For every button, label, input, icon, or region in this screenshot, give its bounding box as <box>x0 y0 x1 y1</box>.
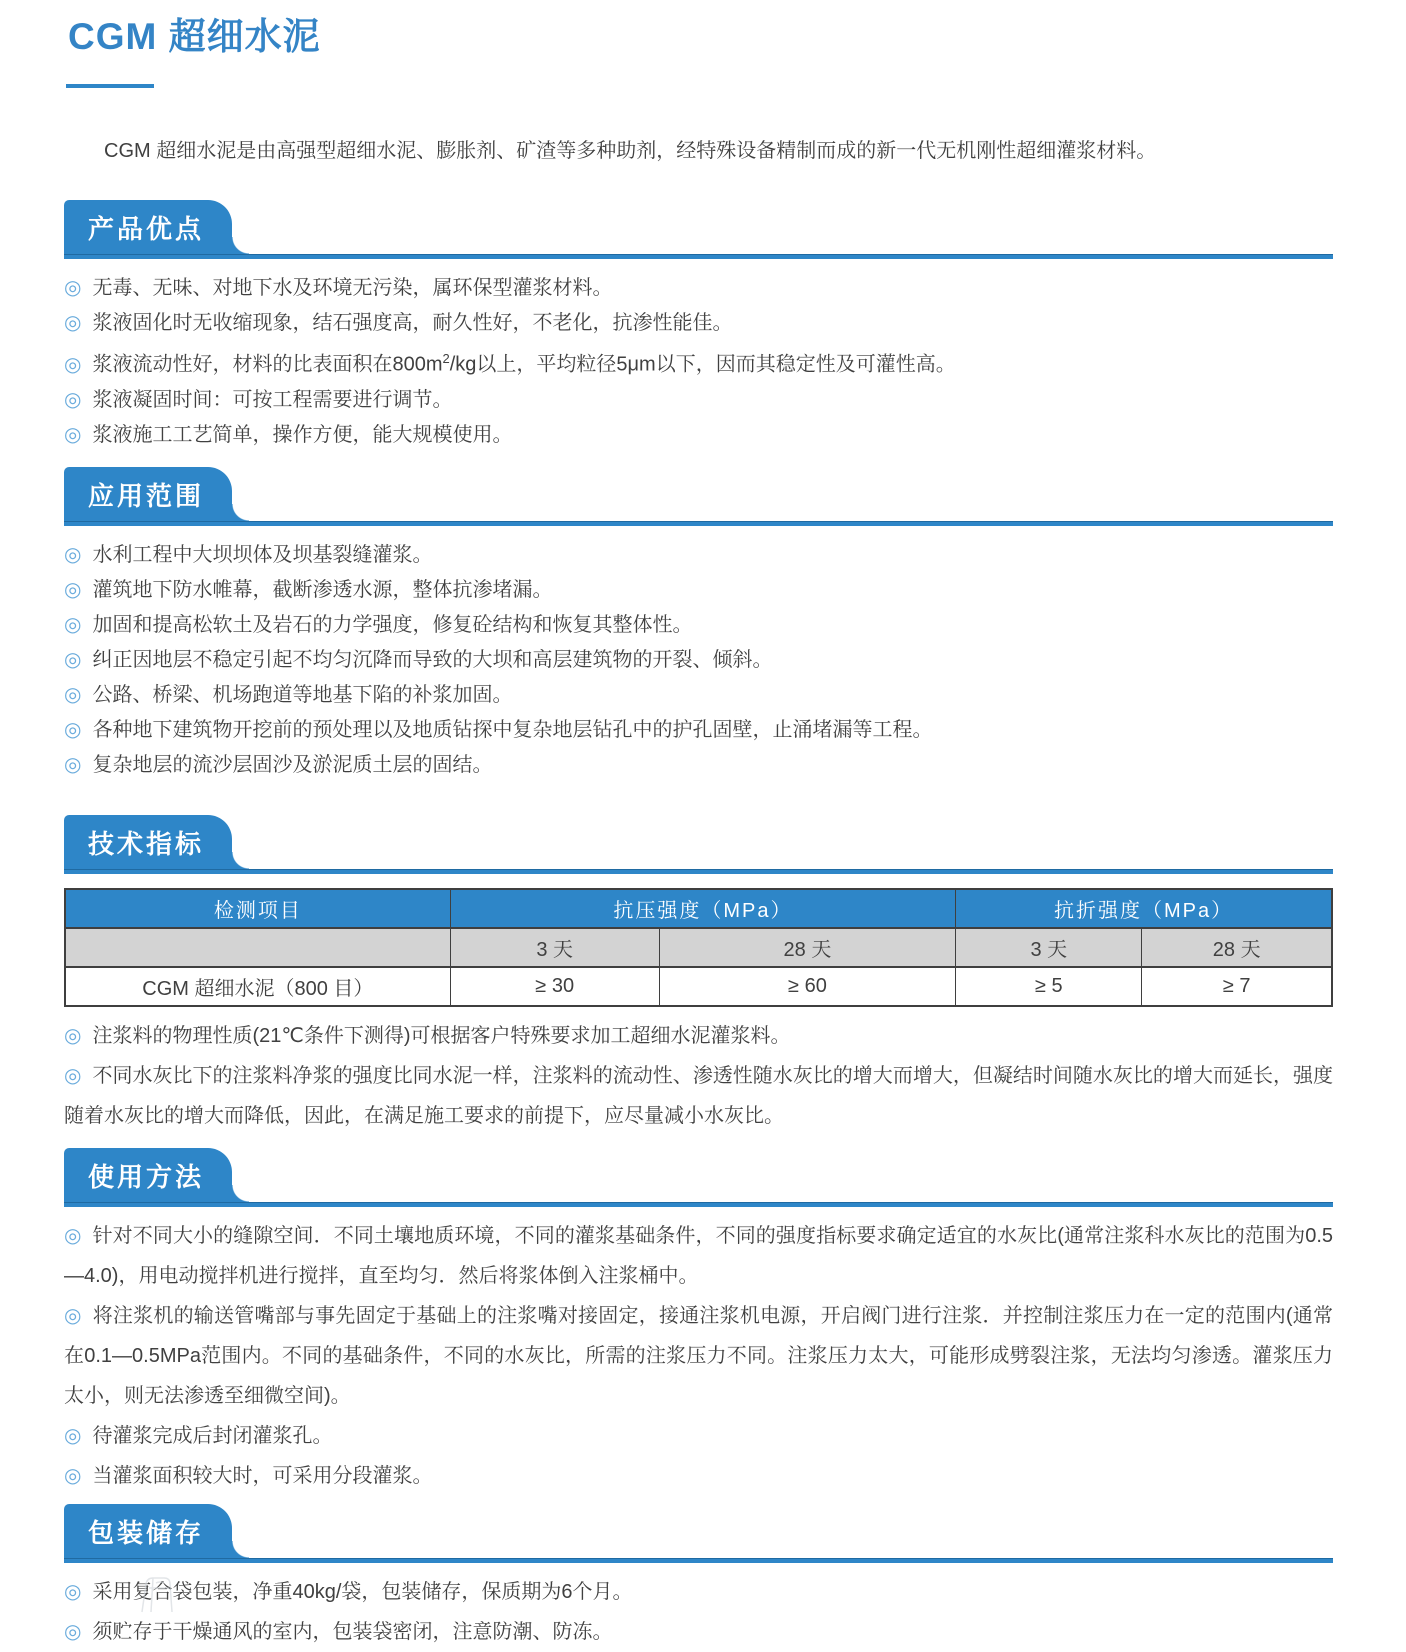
page-title: CGM 超细水泥 <box>68 16 321 57</box>
usage-step <box>64 1416 1333 1456</box>
ring-bullet-icon: ◎ <box>64 753 82 776</box>
table-row <box>65 967 1332 1006</box>
table-subheader-cell: 3 天 <box>450 928 659 967</box>
specs-notes <box>64 1016 1333 1136</box>
list-item-text: 复杂地层的流沙层固沙及淤泥质土层的固结。 <box>92 753 493 776</box>
section-underline <box>64 869 1333 874</box>
list-item-text: 水利工程中大坝坝体及坝基裂缝灌浆。 <box>92 543 433 566</box>
section-advantages <box>64 200 1333 452</box>
section-underline <box>64 1558 1333 1563</box>
superscript: 2 <box>442 351 450 366</box>
section-tab <box>64 467 232 521</box>
ring-bullet-icon: ◎ <box>64 718 82 741</box>
list-item <box>64 384 1333 417</box>
section-title: 技术指标 <box>88 828 205 859</box>
table-cell-value: ≥ 7 <box>1142 967 1332 1006</box>
section-specs-header <box>64 815 1333 874</box>
ring-bullet-icon: ◎ <box>64 1580 82 1603</box>
ring-bullet-icon: ◎ <box>64 1064 82 1087</box>
table-cell-value: ≥ 60 <box>659 967 955 1006</box>
table-cell-product: CGM 超细水泥（800 目） <box>65 967 450 1006</box>
table-subheader-cell <box>65 928 450 967</box>
section-applications <box>64 467 1333 782</box>
ring-bullet-icon: ◎ <box>64 613 82 636</box>
ring-bullet-icon: ◎ <box>64 1620 82 1643</box>
list-item <box>64 539 1333 572</box>
list-item-text: 无毒、无味、对地下水及环境无污染，属环保型灌浆材料。 <box>92 277 613 299</box>
list-item-text: 纠正因地层不稳定引起不均匀沉降而导致的大坝和高层建筑物的开裂、倾斜。 <box>92 648 773 671</box>
ring-bullet-icon: ◎ <box>64 312 82 334</box>
usage-step-text: 将注浆机的输送管嘴部与事先固定于基础上的注浆嘴对接固定，接通注浆机电源，开启阀门进行注浆．并控制注浆压力在一定的范围内(通常在0.1—0.5MPa范围内。不同的基础条件，不同的水灰比，所需的注浆压力不同。注浆压力太大，可能形成劈裂注浆，无法均匀渗透。灌浆压力太小，则无法渗透至细微空间)。 <box>64 1304 1333 1407</box>
table-header-cell: 抗折强度（MPa） <box>956 889 1332 928</box>
list-item <box>64 342 1333 382</box>
section-underline <box>64 1202 1333 1207</box>
ring-bullet-icon: ◎ <box>64 423 82 446</box>
intro-paragraph: CGM 超细水泥是由高强型超细水泥、膨胀剂、矿渣等多种助剂，经特殊设备精制而成的新一代无机刚性超细灌浆材料。 <box>104 140 1157 162</box>
section-underline <box>64 254 1333 259</box>
section-usage <box>64 1148 1333 1496</box>
section-title: 产品优点 <box>88 214 205 244</box>
list-item-text: 浆液凝固时间：可按工程需要进行调节。 <box>92 388 453 411</box>
list-item <box>64 609 1333 642</box>
ring-bullet-icon: ◎ <box>64 1024 82 1047</box>
advantages-list <box>64 272 1333 452</box>
table-subheader-cell: 28 天 <box>659 928 955 967</box>
cement-bag-sketch <box>120 1574 190 1614</box>
packaging-item-text: 须贮存于干燥通风的室内，包装袋密闭，注意防潮、防冻。 <box>92 1620 613 1643</box>
list-item <box>64 644 1333 677</box>
product-datasheet <box>64 14 1333 1652</box>
section-tab <box>64 200 232 254</box>
section-tab <box>64 1504 232 1558</box>
note-item <box>64 1016 1333 1056</box>
section-title: 包装储存 <box>88 1517 205 1548</box>
ring-bullet-icon: ◎ <box>64 1464 82 1487</box>
list-item <box>64 419 1333 452</box>
list-item-text: 灌筑地下防水帷幕，截断渗透水源，整体抗渗堵漏。 <box>92 578 553 601</box>
specs-table <box>64 888 1333 1007</box>
table-subheader-row <box>65 928 1332 967</box>
list-item-text: 浆液施工工艺简单，操作方便，能大规模使用。 <box>92 423 513 446</box>
ring-bullet-icon: ◎ <box>64 388 82 411</box>
section-packaging-header <box>64 1504 1333 1563</box>
list-item-text: 各种地下建筑物开挖前的预处理以及地质钻探中复杂地层钻孔中的护孔固壁，止涌堵漏等工程。 <box>92 718 933 741</box>
ring-bullet-icon: ◎ <box>64 353 82 376</box>
ring-bullet-icon: ◎ <box>64 578 82 601</box>
table-subheader-cell: 3 天 <box>956 928 1142 967</box>
section-tab <box>64 1148 232 1202</box>
list-item-text: 浆液流动性好，材料的比表面积在800m <box>92 353 443 376</box>
list-item-text: 浆液固化时无收缩现象，结石强度高，耐久性好，不老化，抗渗性能佳。 <box>92 312 733 334</box>
packaging-item <box>64 1572 1333 1612</box>
table-cell-value: ≥ 5 <box>956 967 1142 1006</box>
note-item <box>64 1056 1333 1136</box>
usage-step-text: 针对不同大小的缝隙空间．不同土壤地质环境，不同的灌浆基础条件，不同的强度指标要求确定适宜的水灰比(通常注浆科水灰比的范围为0.5—4.0)，用电动搅拌机进行搅拌，直至均匀．然后将浆体倒入注浆桶中。 <box>64 1224 1334 1287</box>
section-packaging <box>64 1504 1333 1652</box>
section-tab <box>64 815 232 869</box>
section-underline <box>64 521 1333 526</box>
ring-bullet-icon: ◎ <box>64 277 82 299</box>
list-item <box>64 307 1333 340</box>
usage-step <box>64 1216 1333 1296</box>
ring-bullet-icon: ◎ <box>64 648 82 671</box>
list-item-text: 公路、桥梁、机场跑道等地基下陷的补浆加固。 <box>92 683 513 706</box>
usage-step-text: 待灌浆完成后封闭灌浆孔。 <box>92 1424 333 1447</box>
usage-step-text: 当灌浆面积较大时，可采用分段灌浆。 <box>92 1464 433 1487</box>
table-header-row <box>65 889 1332 928</box>
table-subheader-cell: 28 天 <box>1142 928 1332 967</box>
usage-list <box>64 1216 1333 1496</box>
ring-bullet-icon: ◎ <box>64 1224 82 1247</box>
section-usage-header <box>64 1148 1333 1207</box>
packaging-item-text: 采用复合袋包装，净重40kg/袋，包装储存，保质期为6个月。 <box>92 1580 633 1603</box>
ring-bullet-icon: ◎ <box>64 1304 82 1327</box>
title-underline <box>66 84 154 88</box>
usage-step <box>64 1456 1333 1496</box>
section-applications-header <box>64 467 1333 526</box>
ring-bullet-icon: ◎ <box>64 1424 82 1447</box>
usage-step <box>64 1296 1333 1416</box>
section-title: 应用范围 <box>88 480 205 511</box>
section-specs <box>64 815 1333 1136</box>
table-cell-value: ≥ 30 <box>450 967 659 1006</box>
section-advantages-header <box>64 200 1333 259</box>
list-item-text: /kg以上，平均粒径5μm以下，因而其稳定性及可灌性高。 <box>449 353 956 376</box>
packaging-list <box>64 1572 1333 1652</box>
ring-bullet-icon: ◎ <box>64 683 82 706</box>
list-item <box>64 749 1333 782</box>
note-text: 不同水灰比下的注浆料净浆的强度比同水泥一样，注浆料的流动性、渗透性随水灰比的增大而增大，但凝结时间随水灰比的增大而延长，强度随着水灰比的增大而降低，因此，在满足施工要求的前提下，应尽量减小水灰比。 <box>64 1064 1334 1127</box>
list-item <box>64 679 1333 712</box>
list-item-text: 加固和提高松软土及岩石的力学强度，修复砼结构和恢复其整体性。 <box>92 613 693 636</box>
ring-bullet-icon: ◎ <box>64 543 82 566</box>
table-header-cell: 抗压强度（MPa） <box>450 889 956 928</box>
applications-list <box>64 539 1333 782</box>
list-item <box>64 714 1333 747</box>
list-item <box>64 272 1333 305</box>
note-text: 注浆料的物理性质(21℃条件下测得)可根据客户特殊要求加工超细水泥灌浆料。 <box>92 1024 791 1047</box>
section-title: 使用方法 <box>88 1161 205 1192</box>
packaging-item <box>64 1612 1333 1652</box>
list-item <box>64 574 1333 607</box>
table-header-cell: 检测项目 <box>65 889 450 928</box>
